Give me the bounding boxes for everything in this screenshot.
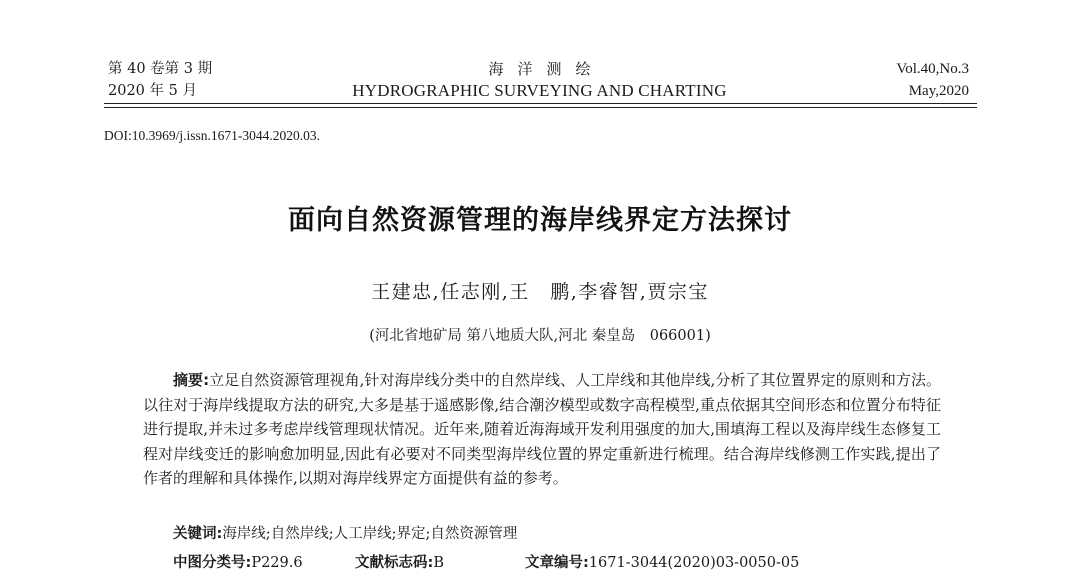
journal-name-en: HYDROGRAPHIC SURVEYING AND CHARTING: [352, 81, 727, 100]
article-number-value: 1671-3044(2020)03-0050-05: [588, 555, 800, 571]
doc-code-label: 文献标志码:: [355, 555, 434, 571]
authors: 王建忠,任志刚,王 鹏,李睿智,贾宗宝: [371, 281, 709, 303]
article-number-label: 文章编号:: [525, 555, 589, 571]
clc-field: [173, 551, 355, 572]
affiliation: (河北省地矿局 第八地质大队,河北 秦皇岛 066001): [369, 328, 711, 344]
issue-info-en: [896, 58, 969, 102]
issue-date: 2020 年 5 月: [108, 83, 197, 99]
header-rule-bottom: [104, 107, 977, 108]
abstract-label: 摘要:: [173, 371, 210, 389]
doc-code-value: B: [433, 555, 444, 571]
keywords-label: 关键词:: [173, 526, 223, 542]
clc-value: P229.6: [251, 555, 303, 571]
article-number-field: [525, 551, 799, 572]
paper-title: 面向自然资源管理的海岸线界定方法探讨: [288, 205, 792, 236]
header-rule-top: [104, 103, 977, 104]
keywords-text: 海岸线;自然岸线;人工岸线;界定;自然资源管理: [222, 526, 518, 542]
issue-volume-en: Vol.40,No.3: [896, 61, 969, 77]
abstract-text: 立足自然资源管理视角,针对海岸线分类中的自然岸线、人工岸线和其他岸线,分析了其位置界定的原则和方法。以往对于海岸线提取方法的研究,大多是基于遥感影像,结合潮汐模型或数字高程模型,重点依据其空间形态和位置分布特征进行提取,并未过多考虑岸线管理现状情况。近年来,随着近海海域开发利用强度的加大,围填海工程以及海岸线生态修复工程对岸线变迁的影响愈加明显,因此有必要对不同类型海岸线位置的界定重新进行梳理。结合海岸线修测工作实践,提出了作者的理解和具体操作,以期对海岸线界定方面提供有益的参考。: [143, 371, 941, 487]
classification-line: [173, 551, 973, 572]
doi: DOI:10.3969/j.issn.1671-3044.2020.03.: [104, 128, 320, 143]
journal-name: [104, 58, 975, 102]
keywords: [173, 522, 517, 543]
doc-code-field: [355, 551, 525, 572]
journal-name-cn: 海洋测绘: [488, 60, 605, 78]
journal-header: [104, 58, 975, 102]
issue-volume: 第 40 卷第 3 期: [108, 61, 213, 77]
clc-label: 中图分类号:: [173, 555, 252, 571]
issue-date-en: May,2020: [908, 83, 969, 99]
abstract: [143, 368, 941, 491]
